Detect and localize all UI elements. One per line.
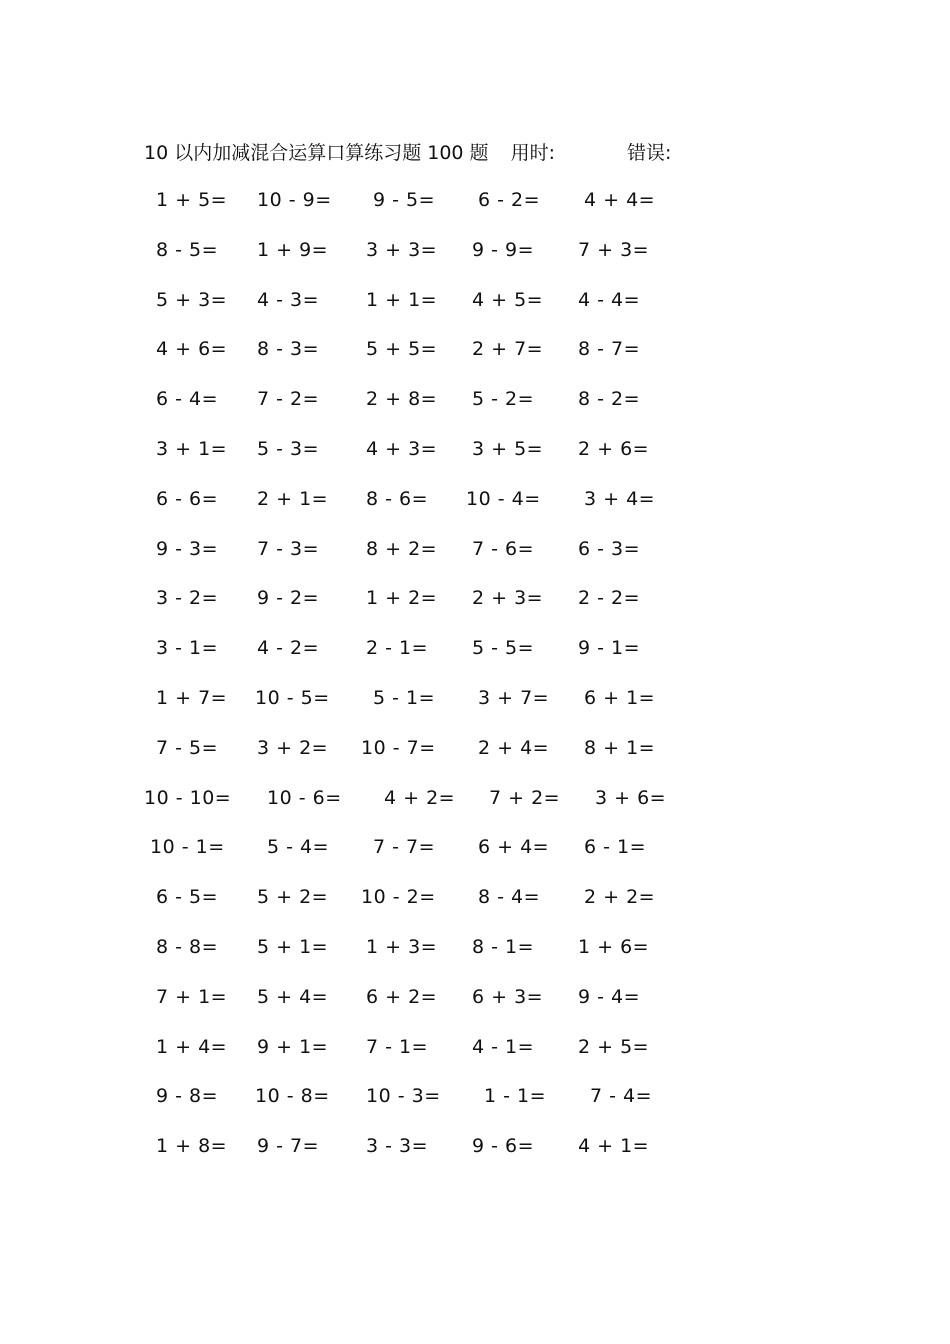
problem-r15-c5: 2 + 2= (584, 886, 656, 908)
problem-r11-c2: 10 - 5= (255, 687, 330, 709)
problem-r3-c1: 5 + 3= (156, 289, 228, 311)
problem-r18-c3: 7 - 1= (366, 1036, 429, 1058)
problem-r17-c5: 9 - 4= (578, 986, 641, 1008)
problem-r16-c5: 1 + 6= (578, 936, 650, 958)
worksheet-title: 10 以内加减混合运算口算练习题 100 题 (144, 141, 489, 164)
error-count-label: 错误: (626, 141, 672, 164)
problem-r5-c4: 5 - 2= (472, 388, 535, 410)
problem-r6-c1: 3 + 1= (156, 438, 228, 460)
problem-r7-c1: 6 - 6= (156, 488, 219, 510)
problem-r20-c2: 9 - 7= (257, 1135, 320, 1157)
problem-r9-c3: 1 + 2= (366, 587, 438, 609)
problem-r10-c2: 4 - 2= (257, 637, 320, 659)
problem-r1-c4: 6 - 2= (478, 189, 541, 211)
problem-r19-c4: 1 - 1= (484, 1085, 547, 1107)
problem-r10-c5: 9 - 1= (578, 637, 641, 659)
problem-r10-c3: 2 - 1= (366, 637, 429, 659)
problem-r4-c2: 8 - 3= (257, 338, 320, 360)
problem-r13-c3: 4 + 2= (384, 787, 456, 809)
problem-r2-c4: 9 - 9= (472, 239, 535, 261)
problem-r7-c2: 2 + 1= (257, 488, 329, 510)
problem-r3-c3: 1 + 1= (366, 289, 438, 311)
problem-r2-c5: 7 + 3= (578, 239, 650, 261)
problem-r15-c2: 5 + 2= (257, 886, 329, 908)
problem-r3-c2: 4 - 3= (257, 289, 320, 311)
problem-r12-c5: 8 + 1= (584, 737, 656, 759)
problem-r14-c4: 6 + 4= (478, 836, 550, 858)
problem-r14-c5: 6 - 1= (584, 836, 647, 858)
problem-r12-c1: 7 - 5= (156, 737, 219, 759)
problem-r3-c4: 4 + 5= (472, 289, 544, 311)
problem-r8-c1: 9 - 3= (156, 538, 219, 560)
problem-r1-c5: 4 + 4= (584, 189, 656, 211)
problem-r19-c5: 7 - 4= (590, 1085, 653, 1107)
problem-r11-c3: 5 - 1= (373, 687, 436, 709)
problem-r4-c5: 8 - 7= (578, 338, 641, 360)
problem-r16-c4: 8 - 1= (472, 936, 535, 958)
problem-r4-c1: 4 + 6= (156, 338, 228, 360)
problem-r8-c5: 6 - 3= (578, 538, 641, 560)
problem-r6-c5: 2 + 6= (578, 438, 650, 460)
problem-r20-c1: 1 + 8= (156, 1135, 228, 1157)
problem-r4-c4: 2 + 7= (472, 338, 544, 360)
problem-r19-c3: 10 - 3= (366, 1085, 441, 1107)
problem-r20-c4: 9 - 6= (472, 1135, 535, 1157)
problem-r8-c3: 8 + 2= (366, 538, 438, 560)
problem-r17-c1: 7 + 1= (156, 986, 228, 1008)
problem-r9-c5: 2 - 2= (578, 587, 641, 609)
problem-r20-c5: 4 + 1= (578, 1135, 650, 1157)
problem-r9-c2: 9 - 2= (257, 587, 320, 609)
problem-r13-c1: 10 - 10= (144, 787, 232, 809)
problem-r1-c1: 1 + 5= (156, 189, 228, 211)
problem-r2-c2: 1 + 9= (257, 239, 329, 261)
problem-r12-c3: 10 - 7= (361, 737, 436, 759)
problem-r15-c4: 8 - 4= (478, 886, 541, 908)
problem-r3-c5: 4 - 4= (578, 289, 641, 311)
problem-r9-c4: 2 + 3= (472, 587, 544, 609)
problem-r2-c1: 8 - 5= (156, 239, 219, 261)
problem-r9-c1: 3 - 2= (156, 587, 219, 609)
problem-r14-c2: 5 - 4= (267, 836, 330, 858)
problem-r12-c4: 2 + 4= (478, 737, 550, 759)
problem-r5-c1: 6 - 4= (156, 388, 219, 410)
problem-r17-c2: 5 + 4= (257, 986, 329, 1008)
problem-r11-c1: 1 + 7= (156, 687, 228, 709)
problem-r4-c3: 5 + 5= (366, 338, 438, 360)
problem-r17-c3: 6 + 2= (366, 986, 438, 1008)
problem-r2-c3: 3 + 3= (366, 239, 438, 261)
problem-r7-c4: 10 - 4= (466, 488, 541, 510)
problem-r17-c4: 6 + 3= (472, 986, 544, 1008)
problem-r13-c5: 3 + 6= (595, 787, 667, 809)
problem-r16-c2: 5 + 1= (257, 936, 329, 958)
problem-r11-c5: 6 + 1= (584, 687, 656, 709)
problem-r18-c5: 2 + 5= (578, 1036, 650, 1058)
problem-r1-c3: 9 - 5= (373, 189, 436, 211)
problem-r12-c2: 3 + 2= (257, 737, 329, 759)
problem-r18-c1: 1 + 4= (156, 1036, 228, 1058)
problem-r5-c2: 7 - 2= (257, 388, 320, 410)
problem-r19-c1: 9 - 8= (156, 1085, 219, 1107)
problem-r15-c1: 6 - 5= (156, 886, 219, 908)
problem-r6-c4: 3 + 5= (472, 438, 544, 460)
problem-r7-c5: 3 + 4= (584, 488, 656, 510)
problem-r16-c3: 1 + 3= (366, 936, 438, 958)
problem-r18-c4: 4 - 1= (472, 1036, 535, 1058)
problem-r13-c4: 7 + 2= (489, 787, 561, 809)
problem-r18-c2: 9 + 1= (257, 1036, 329, 1058)
time-used-label: 用时: (510, 141, 555, 164)
problem-r8-c2: 7 - 3= (257, 538, 320, 560)
problem-r10-c1: 3 - 1= (156, 637, 219, 659)
problem-r1-c2: 10 - 9= (257, 189, 332, 211)
problem-r5-c5: 8 - 2= (578, 388, 641, 410)
problem-r7-c3: 8 - 6= (366, 488, 429, 510)
problem-r19-c2: 10 - 8= (255, 1085, 330, 1107)
problem-r8-c4: 7 - 6= (472, 538, 535, 560)
problem-r10-c4: 5 - 5= (472, 637, 535, 659)
problem-r5-c3: 2 + 8= (366, 388, 438, 410)
problem-r14-c1: 10 - 1= (150, 836, 225, 858)
problem-r6-c3: 4 + 3= (366, 438, 438, 460)
problem-r11-c4: 3 + 7= (478, 687, 550, 709)
problem-r14-c3: 7 - 7= (373, 836, 436, 858)
problem-r13-c2: 10 - 6= (267, 787, 342, 809)
problem-r15-c3: 10 - 2= (361, 886, 436, 908)
problem-r6-c2: 5 - 3= (257, 438, 320, 460)
problem-r20-c3: 3 - 3= (366, 1135, 429, 1157)
problem-r16-c1: 8 - 8= (156, 936, 219, 958)
